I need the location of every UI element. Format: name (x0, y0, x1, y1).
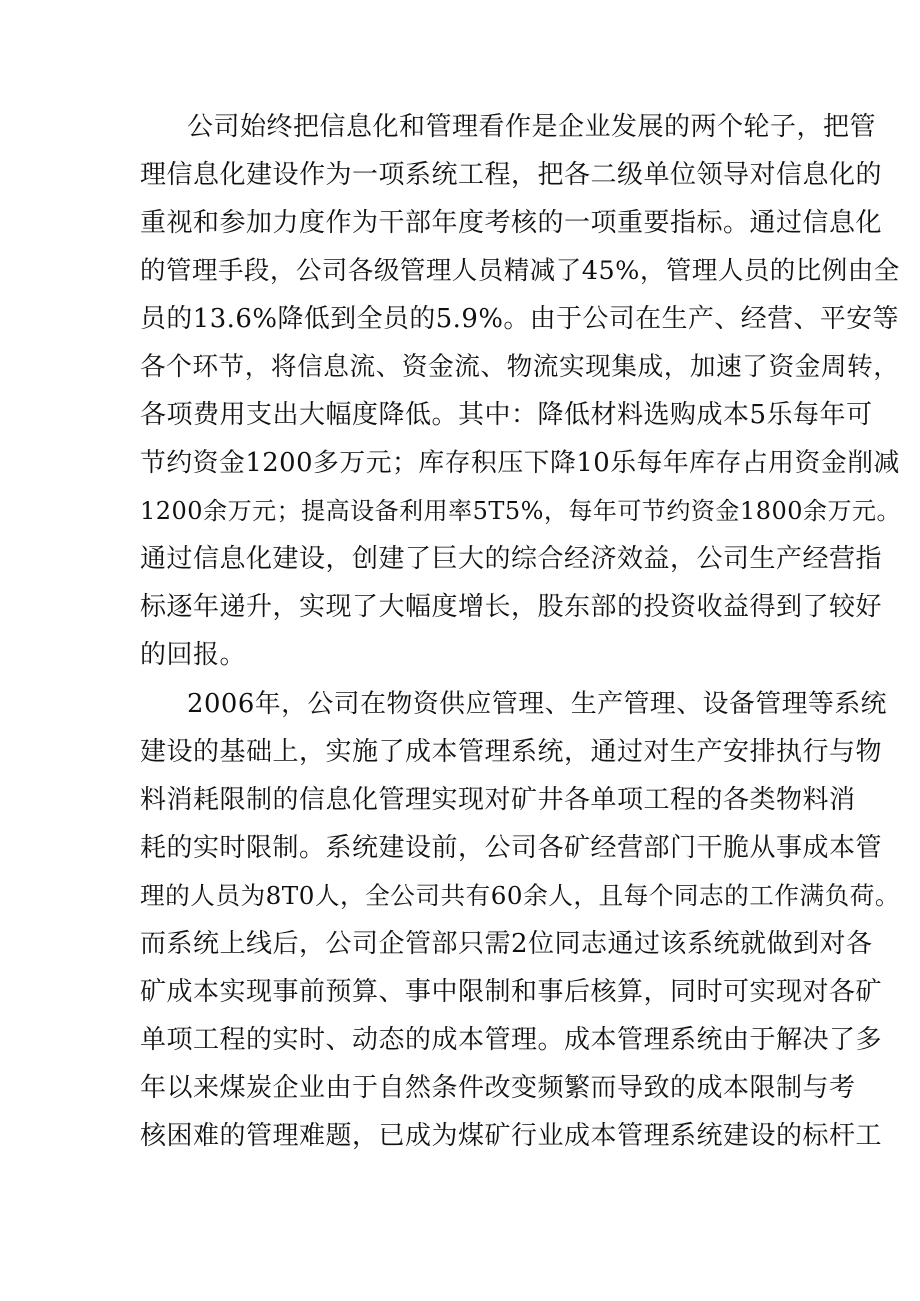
text-line: 标逐年递升，实现了大幅度增长，股东部的投资收益得到了较好 (140, 592, 883, 622)
text-line: 各项费用支出大幅度降低。其中：降低材料选购成本5乐每年可 (140, 400, 873, 430)
text-line: 1200余万元；提高设备利用率5T5%，每年可节约资金1800余万元。 (140, 497, 902, 525)
text-line: 矿成本实现事前预算、事中限制和事后核算，同时可实现对各矿 (140, 977, 883, 1007)
text-line: 重视和参加力度作为干部年度考核的一项重要指标。通过信息化 (140, 208, 883, 238)
text-line: 料消耗限制的信息化管理实现对矿井各单项工程的各类物料消 (140, 785, 856, 815)
text-line: 的管理手段，公司各级管理人员精减了45%，管理人员的比例由全 (140, 256, 900, 286)
text-line: 各个环节，将信息流、资金流、物流实现集成，加速了资金周转， (140, 352, 900, 382)
text-line: 通过信息化建设，创建了巨大的综合经济效益，公司生产经营指 (140, 544, 883, 574)
text-line: 的回报。 (140, 640, 247, 670)
text-line: 而系统上线后，公司企管部只需2位同志通过该系统就做到对各 (140, 929, 873, 959)
text-line: 节约资金1200多万元；库存积压下降10乐每年库存占用资金削减 (140, 448, 900, 478)
text-line: 员的13.6%降低到全员的5.9%。由于公司在生产、经营、平安等 (140, 304, 900, 334)
text-line: 2006年，公司在物资供应管理、生产管理、设备管理等系统 (187, 689, 888, 719)
text-line: 理的人员为8T0人，全公司共有60余人，且每个同志的工作满负荷。 (140, 881, 900, 910)
text-line: 公司始终把信息化和管理看作是企业发展的两个轮子，把管 (187, 112, 877, 142)
text-line: 单项工程的实时、动态的成本管理。成本管理系统由于解决了多 (140, 1025, 883, 1055)
text-line: 耗的实时限制。系统建设前，公司各矿经营部门干脆从事成本管 (140, 833, 883, 863)
text-line: 建设的基础上，实施了成本管理系统，通过对生产安排执行与物 (140, 737, 883, 767)
text-line: 理信息化建设作为一项系统工程，把各二级单位领导对信息化的 (140, 160, 883, 190)
text-line: 核困难的管理难题，已成为煤矿行业成本管理系统建设的标杆工 (140, 1121, 883, 1151)
text-line: 年以来煤炭企业由于自然条件改变频繁而导致的成本限制与考 (140, 1073, 856, 1103)
